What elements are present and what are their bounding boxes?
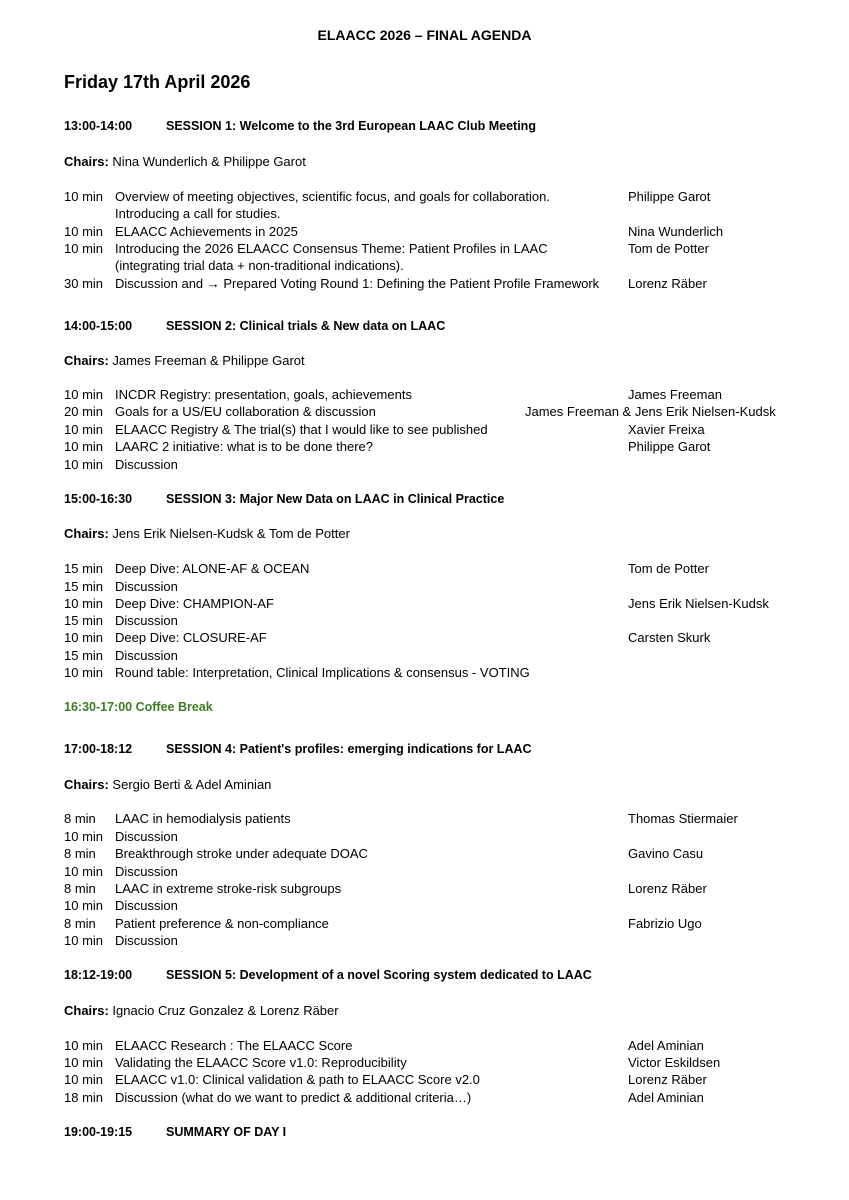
agenda-item — [64, 828, 824, 845]
item-topic: Patient preference & non-compliance — [115, 916, 329, 931]
item-duration: 8 min — [64, 916, 96, 931]
item-duration: 30 min — [64, 276, 104, 291]
chairs-names: Sergio Berti & Adel Aminian — [112, 777, 272, 792]
session-time: 15:00-16:30 — [64, 492, 133, 506]
item-topic: Round table: Interpretation, Clinical Implications & consensus - VOTING — [115, 665, 530, 680]
item-topic: ELAACC Research : The ELAACC Score — [115, 1038, 353, 1053]
agenda-item — [64, 240, 824, 257]
item-topic: Discussion (what do we want to predict & additional criteria…) — [115, 1090, 472, 1105]
chairs-label: Chairs: — [64, 777, 109, 792]
item-topic: ELAACC v1.0: Clinical validation & path to ELAACC Score v2.0 — [115, 1072, 480, 1087]
agenda-item — [64, 845, 824, 862]
item-topic: Discussion — [115, 648, 178, 663]
item-topic: (integrating trial data + non-traditional indications). — [115, 258, 404, 273]
item-duration: 10 min — [64, 933, 104, 948]
agenda-item — [64, 275, 824, 292]
summary-header — [64, 1124, 824, 1141]
agenda-item — [64, 664, 824, 681]
item-duration: 10 min — [64, 224, 104, 239]
item-topic: ELAACC Registry & The trial(s) that I would like to see published — [115, 422, 488, 437]
item-topic: Validating the ELAACC Score v1.0: Reproducibility — [115, 1055, 407, 1070]
item-topic: Overview of meeting objectives, scientific focus, and goals for collaboration. — [115, 189, 550, 204]
agenda-item — [64, 1054, 824, 1071]
item-duration: 8 min — [64, 846, 96, 861]
agenda-item — [64, 1071, 824, 1088]
agenda-item — [64, 456, 824, 473]
item-duration: 10 min — [64, 1038, 104, 1053]
session-chairs — [64, 1002, 824, 1019]
session-chairs — [64, 525, 824, 542]
agenda-item — [64, 810, 824, 827]
item-speaker: Thomas Stiermaier — [628, 811, 738, 826]
item-topic: Discussion — [115, 457, 178, 472]
item-speaker: Tom de Potter — [628, 561, 709, 576]
item-topic: Discussion — [115, 613, 178, 628]
item-duration: 10 min — [64, 829, 104, 844]
chairs-names: Ignacio Cruz Gonzalez & Lorenz Räber — [112, 1003, 339, 1018]
agenda-item — [64, 629, 824, 646]
session-time: 17:00-18:12 — [64, 742, 133, 756]
item-topic: Discussion — [115, 933, 178, 948]
session-header — [64, 118, 824, 135]
agenda-item — [64, 578, 824, 595]
chairs-names: Jens Erik Nielsen-Kudsk & Tom de Potter — [112, 526, 350, 541]
agenda-item-continuation — [64, 257, 824, 274]
item-topic: Discussion — [115, 864, 178, 879]
item-topic: LAAC in hemodialysis patients — [115, 811, 291, 826]
session-header — [64, 967, 824, 984]
agenda-item — [64, 421, 824, 438]
item-speaker: Jens Erik Nielsen-Kudsk — [628, 596, 769, 611]
agenda-item — [64, 595, 824, 612]
item-duration: 10 min — [64, 864, 104, 879]
agenda-item — [64, 863, 824, 880]
chairs-label: Chairs: — [64, 1003, 109, 1018]
session-header — [64, 741, 824, 758]
item-topic: Introducing a call for studies. — [115, 206, 281, 221]
item-speaker: Xavier Freixa — [628, 422, 705, 437]
item-duration: 10 min — [64, 241, 104, 256]
item-speaker: Adel Aminian — [628, 1038, 704, 1053]
agenda-item — [64, 932, 824, 949]
item-speaker: Philippe Garot — [628, 189, 711, 204]
item-duration: 10 min — [64, 1072, 104, 1087]
item-topic: LAAC in extreme stroke-risk subgroups — [115, 881, 342, 896]
item-topic: LAARC 2 initiative: what is to be done there? — [115, 439, 373, 454]
item-duration: 10 min — [64, 422, 104, 437]
item-duration: 10 min — [64, 439, 104, 454]
item-duration: 15 min — [64, 561, 104, 576]
item-topic: INCDR Registry: presentation, goals, achievements — [115, 387, 412, 402]
chairs-names: Nina Wunderlich & Philippe Garot — [112, 154, 306, 169]
item-speaker: James Freeman — [628, 387, 722, 402]
agenda-item — [64, 188, 824, 205]
item-topic: Goals for a US/EU collaboration & discussion — [115, 404, 376, 419]
chairs-label: Chairs: — [64, 353, 109, 368]
session-chairs — [64, 352, 824, 369]
session-title: SESSION 4: Patient's profiles: emerging indications for LAAC — [166, 742, 532, 756]
item-speaker: Fabrizio Ugo — [628, 916, 702, 931]
item-duration: 15 min — [64, 613, 104, 628]
agenda-item — [64, 223, 824, 240]
summary-time: 19:00-19:15 — [64, 1125, 133, 1139]
item-speaker: Victor Eskildsen — [628, 1055, 721, 1070]
item-topic: Discussion — [115, 898, 178, 913]
agenda-item — [64, 880, 824, 897]
item-duration: 20 min — [64, 404, 104, 419]
item-speaker: Gavino Casu — [628, 846, 704, 861]
item-duration: 15 min — [64, 648, 104, 663]
item-duration: 8 min — [64, 811, 96, 826]
agenda-item — [64, 438, 824, 455]
agenda-item — [64, 386, 824, 403]
agenda-item — [64, 612, 824, 629]
item-speaker: Tom de Potter — [628, 241, 709, 256]
item-topic: Deep Dive: CHAMPION-AF — [115, 596, 274, 611]
chairs-label: Chairs: — [64, 526, 109, 541]
session-header — [64, 318, 824, 335]
item-duration: 10 min — [64, 630, 104, 645]
item-duration: 10 min — [64, 1055, 104, 1070]
session-title: SESSION 3: Major New Data on LAAC in Clinical Practice — [166, 492, 505, 506]
item-duration: 18 min — [64, 1090, 104, 1105]
item-topic: Breakthrough stroke under adequate DOAC — [115, 846, 368, 861]
session-title: SESSION 1: Welcome to the 3rd European LAAC Club Meeting — [166, 119, 536, 133]
item-duration: 10 min — [64, 665, 104, 680]
agenda-item — [64, 915, 824, 932]
item-speaker: Adel Aminian — [628, 1090, 704, 1105]
agenda-item — [64, 1089, 824, 1106]
summary-title: SUMMARY OF DAY I — [166, 1125, 287, 1139]
item-speaker: Carsten Skurk — [628, 630, 711, 645]
item-speaker: James Freeman & Jens Erik Nielsen-Kudsk — [525, 404, 776, 419]
agenda-item — [64, 897, 824, 914]
item-topic: Introducing the 2026 ELAACC Consensus Theme: Patient Profiles in LAAC — [115, 241, 548, 256]
session-time: 13:00-14:00 — [64, 119, 133, 133]
session-header — [64, 491, 824, 508]
session-time: 18:12-19:00 — [64, 968, 133, 982]
item-topic: ELAACC Achievements in 2025 — [115, 224, 298, 239]
agenda-item — [64, 1037, 824, 1054]
item-speaker: Nina Wunderlich — [628, 224, 724, 239]
item-speaker: Philippe Garot — [628, 439, 711, 454]
session-title: SESSION 5: Development of a novel Scoring system dedicated to LAAC — [166, 968, 592, 982]
item-duration: 10 min — [64, 189, 104, 204]
document-title: ELAACC 2026 – FINAL AGENDA — [317, 27, 532, 43]
item-topic: Deep Dive: CLOSURE-AF — [115, 630, 267, 645]
agenda-item-continuation — [64, 205, 824, 222]
item-topic: Discussion — [115, 579, 178, 594]
item-topic: Discussion — [115, 829, 178, 844]
agenda-item — [64, 560, 824, 577]
session-chairs — [64, 153, 824, 170]
item-duration: 15 min — [64, 579, 104, 594]
item-topic: Discussion and → Prepared Voting Round 1: Defining the Patient Profile Framework — [115, 276, 600, 291]
item-duration: 10 min — [64, 898, 104, 913]
item-topic: Deep Dive: ALONE-AF & OCEAN — [115, 561, 310, 576]
item-speaker: Lorenz Räber — [628, 881, 707, 896]
session-title: SESSION 2: Clinical trials & New data on LAAC — [166, 319, 446, 333]
item-duration: 10 min — [64, 387, 104, 402]
item-duration: 8 min — [64, 881, 96, 896]
day-title: Friday 17th April 2026 — [64, 72, 251, 92]
session-chairs — [64, 776, 824, 793]
agenda-item — [64, 647, 824, 664]
chairs-label: Chairs: — [64, 154, 109, 169]
item-speaker: Lorenz Räber — [628, 276, 707, 291]
item-duration: 10 min — [64, 457, 104, 472]
chairs-names: James Freeman & Philippe Garot — [112, 353, 305, 368]
agenda-item — [64, 403, 824, 420]
item-duration: 10 min — [64, 596, 104, 611]
session-time: 14:00-15:00 — [64, 319, 133, 333]
item-speaker: Lorenz Räber — [628, 1072, 707, 1087]
coffee-break: 16:30-17:00 Coffee Break — [64, 700, 213, 714]
